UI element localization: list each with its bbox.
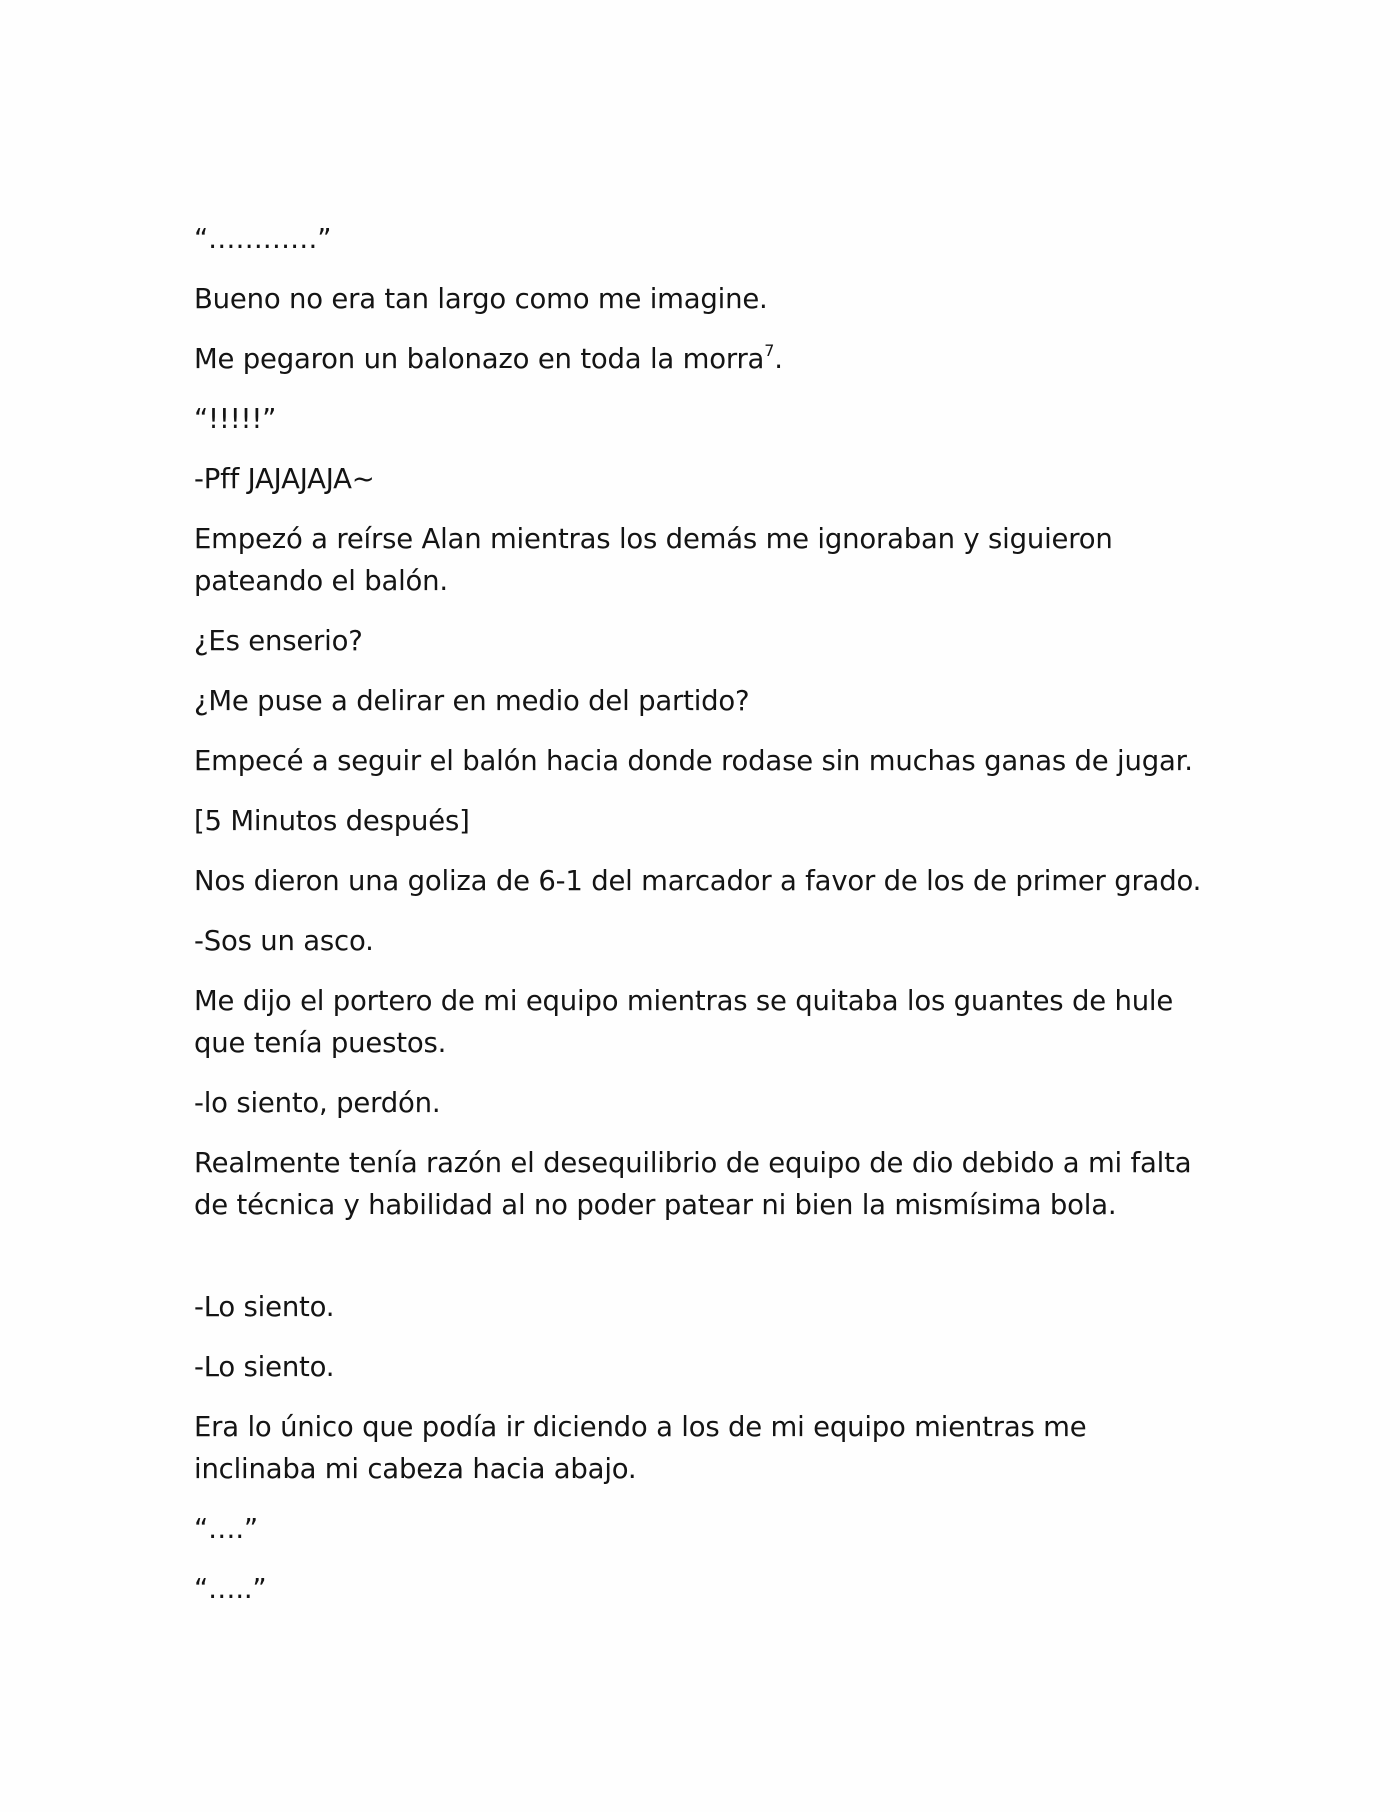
dialogue-line: -Sos un asco.	[194, 925, 374, 957]
paragraph: ¿Es enserio?	[194, 625, 363, 657]
document-body	[194, 218, 1214, 1628]
scene-break-note: [5 Minutos después]	[194, 805, 470, 837]
paragraph-ellipsis-quote: “….”	[194, 1513, 258, 1545]
paragraph: Era lo único que podía ir diciendo a los de mi equipo mientras me inclinaba mi cabeza hacia abajo.	[194, 1411, 1087, 1485]
paragraph: Realmente tenía razón el desequilibrio de equipo de dio debido a mi falta de técnica y habilidad al no poder patear ni bien la mismísima bola.	[194, 1147, 1192, 1221]
paragraph-with-footnote	[194, 338, 1214, 380]
paragraph: Bueno no era tan largo como me imagine.	[194, 283, 768, 315]
paragraph-text: Me pegaron un balonazo en toda la morra	[194, 343, 765, 375]
dialogue-line: -lo siento, perdón.	[194, 1087, 441, 1119]
dialogue-line: -Lo siento.	[194, 1291, 335, 1323]
dialogue-line: -Lo siento.	[194, 1351, 335, 1383]
dialogue-line: -Pff JAJAJAJA~	[194, 463, 375, 495]
paragraph-ellipsis-quote: “…..”	[194, 1573, 267, 1605]
paragraph: Empecé a seguir el balón hacia donde rodase sin muchas ganas de jugar.	[194, 745, 1193, 777]
paragraph: Me dijo el portero de mi equipo mientras se quitaba los guantes de hule que tenía puestos.	[194, 985, 1174, 1059]
footnote-reference: 7	[764, 340, 775, 360]
paragraph: Nos dieron una goliza de 6-1 del marcador a favor de los de primer grado.	[194, 865, 1202, 897]
paragraph: Empezó a reírse Alan mientras los demás me ignoraban y siguieron pateando el balón.	[194, 523, 1113, 597]
paragraph-end-punctuation: .	[774, 343, 783, 375]
paragraph-exclamation-quote: “!!!!!”	[194, 403, 277, 435]
paragraph-ellipsis-quote: “…………”	[194, 223, 332, 255]
paragraph: ¿Me puse a delirar en medio del partido?	[194, 685, 750, 717]
